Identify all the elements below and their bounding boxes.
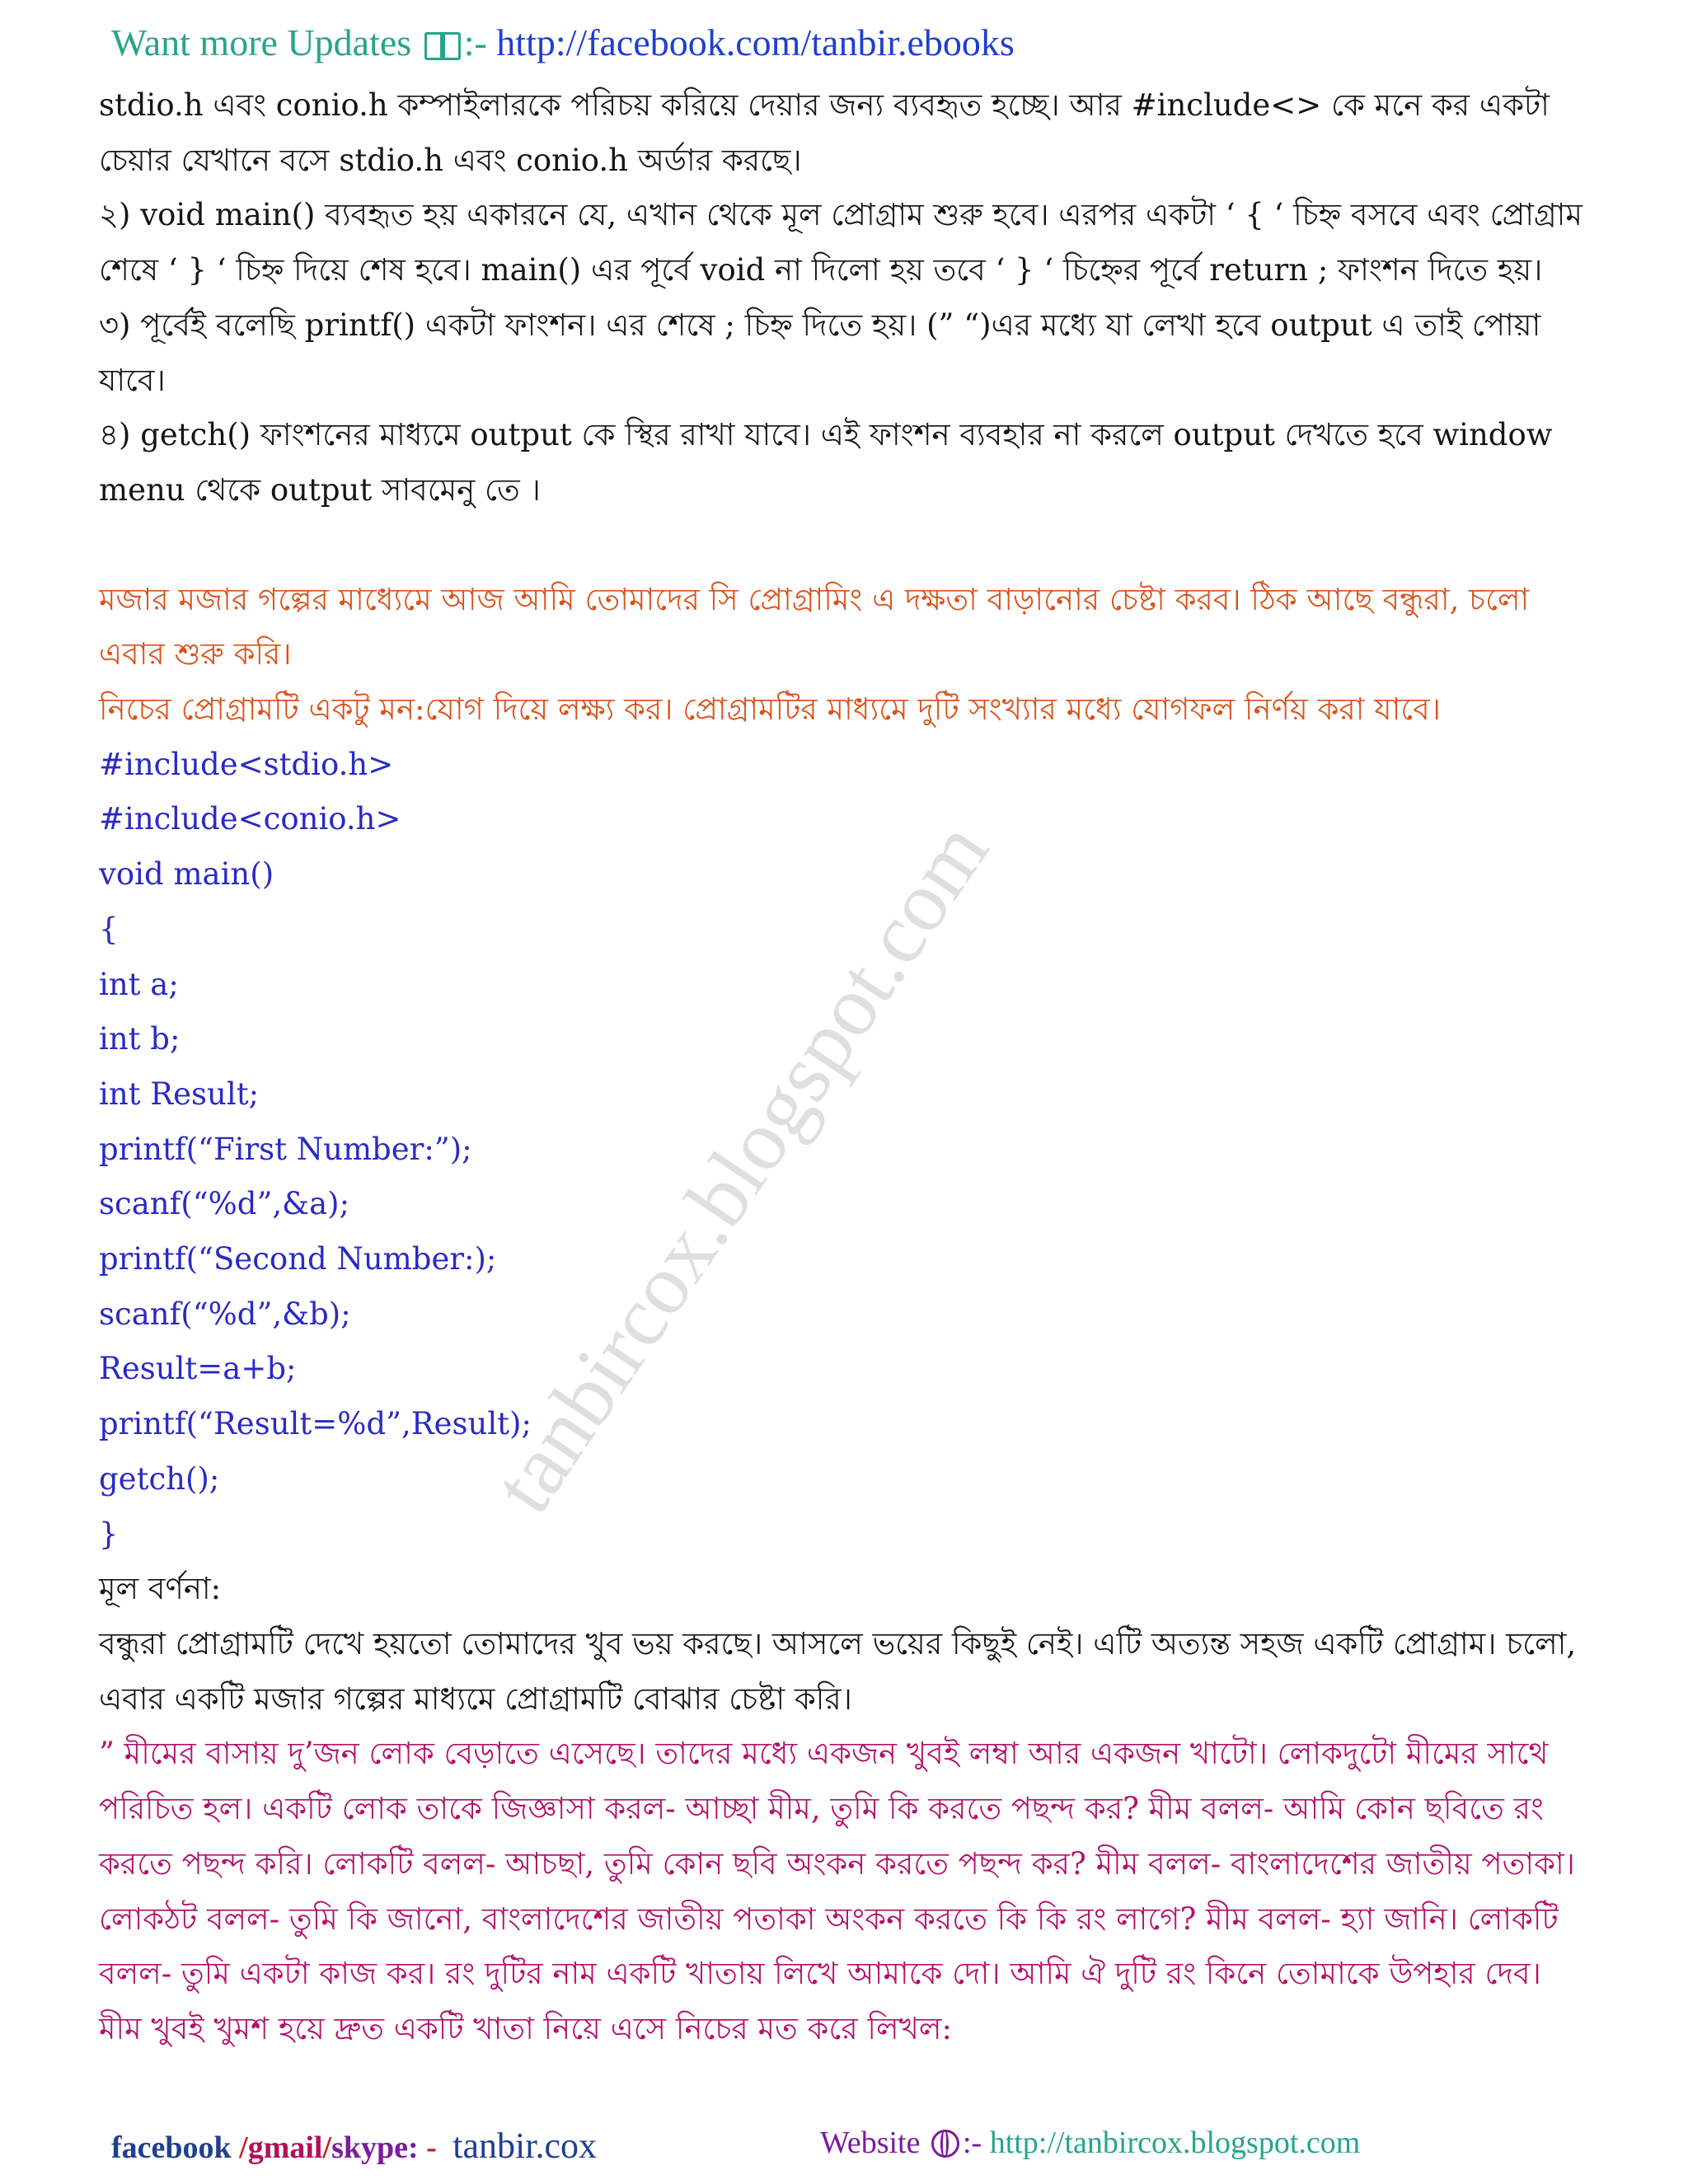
footer-website <box>820 2125 1360 2161</box>
code-line: scanf(“%d”,&a); <box>99 1186 350 1222</box>
code-line: void main() <box>99 856 274 893</box>
header-banner <box>111 21 1015 64</box>
code-line: printf(“First Number:”); <box>99 1131 472 1167</box>
header-label: Want more Updates <box>111 21 412 63</box>
paragraph: ” মীমের বাসায় দু’জন লোক বেড়াতে এসেছে। তাদের মধ্যে একজন খুবই লম্বা আর একজন খাটো। লোকদুটো মীমের সাথে পরিচিত হল। একটি লোক তাকে জিজ্ঞাসা করল- আচ্ছা মীম, তুমি কি করতে পছন্দ কর? মীম বলল- আমি কোন ছবিতে রং করতে পছন্দ করি। লোকটি বলল- আচছা, তুমি কোন ছবি অংকন করতে পছন্দ কর? মীম বলল- বাংলাদেশের জাতীয় পতাকা। লোকঠট বলল- তুমি কি জানো, বাংলাদেশের জাতীয় পতাকা অংকন করতে কি কি রং লাগে? মীম বলল- হ্যা জানি। লোকটি বলল- তুমি একটা কাজ কর। রং দুটির নাম একটি খাতায় লিখে আমাকে দো। আমি ঐ দুটি রং কিনে তোমাকে উপহার দেব। মীম খুবই খুমশ হয়ে দ্রুত একটি খাতা নিয়ে এসে নিচের মত করে লিখল: <box>99 1736 1575 2046</box>
code-line: } <box>99 1516 119 1552</box>
code-line: #include<stdio.h> <box>99 746 394 782</box>
header-facebook-link[interactable]: http://facebook.com/tanbir.ebooks <box>496 21 1015 63</box>
footer-gmail: gmail <box>247 2130 323 2165</box>
paragraph: ২) void main() ব্যবহৃত হয় একারনে যে, এখান থেকে মূল প্রোগ্রাম শুরু হবে। এরপর একটা ‘ { ‘ চিহ্ন বসবে এবং প্রোগ্রাম শেষে ‘ } ‘ চিহ্ন দিয়ে শেষ হবে। main() এর পূর্বে void না দিলো হয় তবে ‘ } ‘ চিহ্নের পূর্বে return ; ফাংশন দিতে হয়। <box>99 197 1582 288</box>
footer-dash: - <box>418 2130 445 2165</box>
footer-contacts <box>111 2125 597 2167</box>
website-label: Website <box>820 2125 921 2160</box>
footer-slash: / <box>322 2130 332 2165</box>
code-line: int a; <box>99 966 179 1002</box>
footer-slash: / <box>239 2130 248 2165</box>
code-line: getch(); <box>99 1460 220 1497</box>
watermark: tanbircox.blogspot.com <box>475 804 1007 1530</box>
document-body <box>99 78 1591 2057</box>
footer-skype: skype: <box>331 2130 419 2165</box>
paragraph: বন্ধুরা প্রোগ্রামটি দেখে হয়তো তোমাদের খুব ভয় করছে। আসলে ভয়ের কিছুই নেই। এটি অত্যন্ত সহজ একটি প্রোগ্রাম। চলো, এবার একটি মজার গল্পের মাধ্যমে প্রোগ্রামটি বোঝার চেষ্টা করি। <box>99 1625 1577 1717</box>
code-line: scanf(“%d”,&b); <box>99 1296 351 1332</box>
paragraph: নিচের প্রোগ্রামটি একটু মন:যোগ দিয়ে লক্ষ্য কর। প্রোগ্রামটির মাধ্যমে দুটি সংখ্যার মধ্যে যোগফল নির্ণয় করা যাবে। <box>99 691 1441 728</box>
paragraph: ৪) getch() ফাংশনের মাধ্যমে output কে স্থির রাখা যাবে। এই ফাংশন ব্যবহার না করলে output দেখতে হবে window menu থেকে output সাবমেনু তে । <box>99 417 1553 508</box>
footer-facebook: facebook <box>111 2130 232 2165</box>
code-line: Result=a+b; <box>99 1351 297 1387</box>
code-line: int b; <box>99 1021 181 1057</box>
paragraph: মূল বর্ণনা: <box>99 1571 222 1607</box>
code-line: int Result; <box>99 1076 260 1112</box>
website-separator: :- <box>962 2125 982 2160</box>
paragraph: ৩) পূর্বেই বলেছি printf() একটা ফাংশন। এর শেষে ; চিহ্ন দিতে হয়। (” “)এর মধ্যে যা লেখা হবে output এ তাই পোয়া যাবে। <box>99 307 1541 398</box>
footer-id: tanbir.cox <box>452 2125 598 2166</box>
paragraph: মজার মজার গল্পের মাধ্যেমে আজ আমি তোমাদের সি প্রোগ্রামিং এ দক্ষতা বাড়ানোর চেষ্টা করব। ঠিক আছে বন্ধুরা, চলো এবার শুরু করি। <box>99 581 1530 673</box>
code-line: printf(“Result=%d”,Result); <box>99 1406 532 1442</box>
code-line: { <box>99 911 119 947</box>
paragraph: stdio.h এবং conio.h কম্পাইলারকে পরিচয় করিয়ে দেয়ার জন্য ব্যবহৃত হচ্ছে। আর #include<> কে মনে কর একটা চেয়ার যেখানে বসে stdio.h এবং conio.h অর্ডার করছে। <box>99 87 1550 178</box>
book-icon <box>424 32 461 59</box>
code-line: #include<conio.h> <box>99 801 401 837</box>
website-link[interactable]: http://tanbircox.blogspot.com <box>989 2125 1361 2160</box>
header-separator: :- <box>463 21 487 63</box>
spacer <box>99 518 1591 573</box>
globe-icon <box>931 2130 959 2158</box>
code-line: printf(“Second Number:); <box>99 1241 497 1277</box>
